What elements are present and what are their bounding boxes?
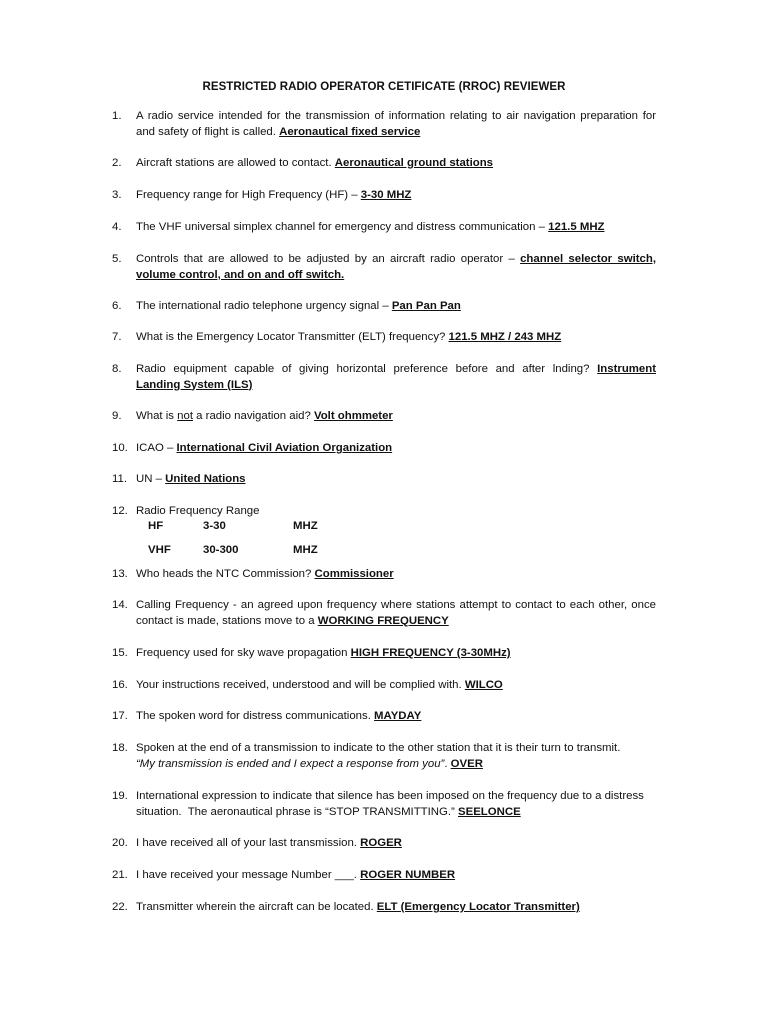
- list-item-15: [112, 646, 656, 662]
- answer-text: ELT (Emergency Locator Transmitter): [376, 901, 580, 913]
- question-text: a radio navigation aid?: [193, 410, 314, 422]
- list-item-2: [112, 156, 656, 172]
- question-text: Aircraft stations are allowed to contact.: [136, 157, 335, 169]
- question-text: I have received all of your last transmission.: [136, 837, 361, 849]
- item-number: 20.: [112, 837, 128, 849]
- answer-text: 121.5 MHZ: [548, 221, 605, 233]
- item-number: 4.: [112, 221, 122, 233]
- item-number: 14.: [112, 599, 128, 611]
- list-item-13: [112, 567, 656, 583]
- answer-text: Pan Pan Pan: [391, 300, 461, 312]
- list-item-20: [112, 836, 656, 852]
- answer-text: OVER: [450, 757, 483, 770]
- answer-text: 121.5 MHZ / 243 MHZ: [448, 331, 562, 343]
- frequency-range-row: [112, 519, 412, 535]
- question-text: ICAO –: [136, 442, 177, 454]
- item-number: 1.: [112, 110, 122, 122]
- question-text: Controls that are allowed to be adjusted by an aircraft radio operator –: [136, 253, 521, 265]
- list-item-6: [112, 299, 656, 315]
- list-item-7: [112, 330, 656, 346]
- list-item-9: [112, 409, 656, 425]
- answer-text: Instrument: [597, 363, 656, 375]
- list-item-16: [112, 678, 656, 694]
- list-item-11: [112, 472, 656, 488]
- band-name: VHF: [148, 544, 171, 556]
- answer-text: WORKING FREQUENCY: [317, 614, 449, 627]
- item-number: 16.: [112, 679, 128, 691]
- list-item-18: [112, 741, 656, 772]
- question-text: contact is made, stations move to a: [136, 614, 318, 627]
- question-text: A radio service intended for the transmission of information relating to air navigation preparation for: [136, 110, 656, 122]
- question-text: The spoken word for distress communications.: [136, 710, 375, 722]
- answer-text: ROGER NUMBER: [360, 869, 456, 881]
- question-text: What is: [136, 410, 178, 422]
- question-text: Radio Frequency Range: [136, 505, 260, 517]
- question-text: The VHF universal simplex channel for emergency and distress communication –: [136, 221, 549, 233]
- quote-text: “My transmission is ended and I expect a response from you”: [136, 757, 445, 770]
- list-item-10: [112, 441, 656, 457]
- item-number: 19.: [112, 790, 128, 802]
- question-text: Transmitter wherein the aircraft can be located.: [136, 901, 377, 913]
- question-text: UN –: [136, 473, 166, 485]
- band-range: 30-300: [203, 544, 239, 556]
- item-number: 11.: [112, 473, 127, 485]
- question-text: situation. The aeronautical phrase is “STOP TRANSMITTING.”: [136, 805, 459, 818]
- item-number: 9.: [112, 410, 122, 422]
- answer-text: Commissioner: [314, 568, 394, 580]
- list-item-21: [112, 868, 656, 884]
- list-item-8: [112, 362, 656, 393]
- question-text: Frequency range for High Frequency (HF) –: [136, 189, 361, 201]
- question-text: Calling Frequency - an agreed upon frequency where stations attempt to contact to each other, once: [136, 599, 656, 611]
- answer-text: 3-30 MHZ: [360, 189, 412, 201]
- answer-text: Landing System (ILS): [136, 378, 253, 391]
- band-unit: MHZ: [293, 520, 318, 532]
- item-number: 21.: [112, 869, 128, 881]
- question-text: The international radio telephone urgency signal –: [136, 300, 392, 312]
- question-text: Spoken at the end of a transmission to indicate to the other station that it is their turn to transmit.: [136, 742, 621, 754]
- item-number: 22.: [112, 901, 128, 913]
- separator-text: .: [444, 757, 451, 770]
- list-item-19: [112, 789, 656, 820]
- answer-text: Aeronautical ground stations: [334, 157, 494, 169]
- answer-text: Volt ohmmeter: [313, 410, 393, 422]
- band-name: HF: [148, 520, 164, 532]
- question-text: I have received your message Number ___.: [136, 869, 361, 881]
- item-number: 10.: [112, 442, 128, 454]
- question-text: and safety of flight is called.: [136, 125, 280, 138]
- band-range: 3-30: [203, 520, 226, 532]
- item-number: 18.: [112, 742, 128, 754]
- list-item-12: [112, 504, 656, 520]
- list-item-17: [112, 709, 656, 725]
- answer-text: United Nations: [165, 473, 246, 485]
- answer-text: ROGER: [360, 837, 402, 849]
- list-item-4: [112, 220, 656, 236]
- item-number: 3.: [112, 189, 122, 201]
- answer-text: International Civil Aviation Organization: [176, 442, 393, 454]
- question-text: What is the Emergency Locator Transmitter (ELT) frequency?: [136, 331, 449, 343]
- question-text: Frequency used for sky wave propagation: [136, 647, 351, 659]
- question-text: Who heads the NTC Commission?: [136, 568, 315, 580]
- list-item-1: [112, 109, 656, 140]
- question-text: Your instructions received, understood and will be complied with.: [136, 679, 465, 691]
- answer-text: MAYDAY: [374, 710, 422, 722]
- item-number: 12.: [112, 505, 128, 517]
- answer-text: HIGH FREQUENCY (3-30MHz): [350, 647, 511, 659]
- item-number: 17.: [112, 710, 128, 722]
- question-text: International expression to indicate that silence has been imposed on the frequency due to a distress: [136, 790, 644, 802]
- item-number: 6.: [112, 300, 122, 312]
- frequency-range-row: [112, 543, 412, 559]
- page-title: RESTRICTED RADIO OPERATOR CETIFICATE (RROC) REVIEWER: [202, 81, 566, 93]
- answer-text: Aeronautical fixed service: [279, 125, 421, 138]
- emphasis-not: not: [177, 410, 193, 422]
- list-item-3: [112, 188, 656, 204]
- answer-text: SEELONCE: [458, 805, 521, 818]
- answer-text: volume control, and on and off switch.: [136, 268, 345, 281]
- band-unit: MHZ: [293, 544, 318, 556]
- answer-text: WILCO: [464, 679, 503, 691]
- item-number: 13.: [112, 568, 128, 580]
- item-number: 5.: [112, 253, 122, 265]
- list-item-5: [112, 252, 656, 283]
- item-number: 2.: [112, 157, 122, 169]
- answer-text: channel selector switch,: [520, 253, 656, 265]
- item-number: 15.: [112, 647, 128, 659]
- item-number: 7.: [112, 331, 122, 343]
- list-item-22: [112, 900, 656, 916]
- question-text: Radio equipment capable of giving horizontal preference before and after lnding?: [136, 363, 598, 375]
- item-number: 8.: [112, 363, 122, 375]
- list-item-14: [112, 598, 656, 629]
